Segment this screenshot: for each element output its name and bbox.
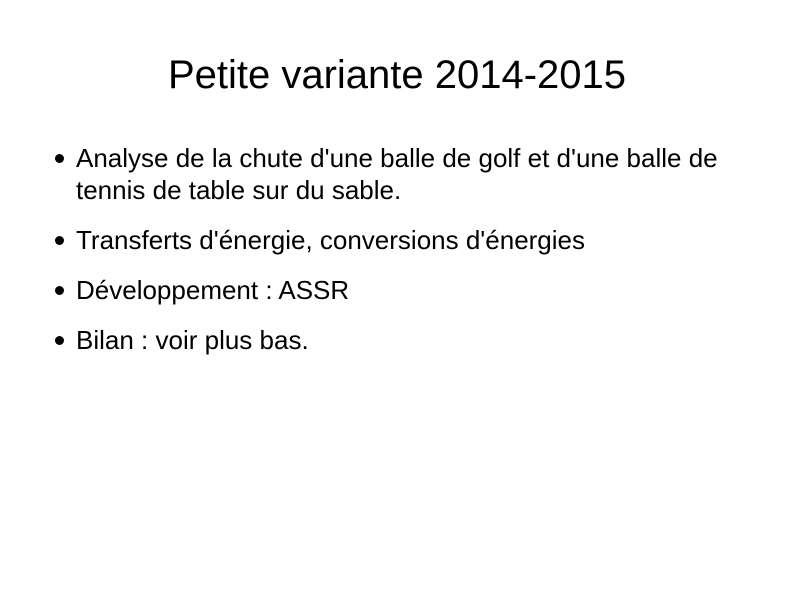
bullet-dot-icon — [55, 286, 64, 295]
bullet-text: Transferts d'énergie, conversions d'énergies — [76, 225, 586, 255]
bullet-text: Développement : ASSR — [76, 275, 350, 305]
bullet-item — [54, 274, 754, 306]
bullet-dot-icon — [55, 236, 64, 245]
bullet-text: Bilan : voir plus bas. — [76, 325, 309, 355]
bullet-dot-icon — [55, 336, 64, 345]
bullet-list — [54, 142, 754, 374]
bullet-dot-icon — [55, 154, 64, 163]
bullet-text: Analyse de la chute d'une balle de golf et d'une balle de tennis de table sur du sable. — [76, 143, 718, 205]
bullet-item — [54, 224, 754, 256]
slide-title: Petite variante 2014-2015 — [167, 53, 627, 97]
bullet-item — [54, 142, 754, 206]
bullet-item — [54, 324, 754, 356]
